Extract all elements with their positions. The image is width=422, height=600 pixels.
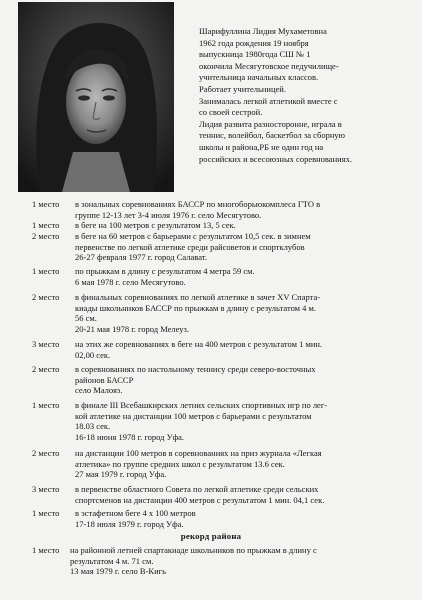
record-text (75, 448, 415, 480)
record-line: в беге на 60 метров с барьерами с результатом 10,5 сек. в зимнем (75, 231, 311, 241)
record-line: на районной летней спартакиаде школьников по прыжкам в длину с (70, 545, 317, 555)
record-line: в соревнованиях по настольному теннису среди северо-восточных (75, 364, 316, 374)
record-line: в эстафетном беге 4 х 100 метров (75, 508, 196, 518)
record-line: в зональных соревнованиях БАССР по многоборьюкомплеса ГТО в (75, 199, 321, 209)
record-place: 1 место (32, 400, 60, 410)
record-text (75, 400, 415, 443)
record-line: 17-18 июля 1979 г. город Уфа. (75, 518, 184, 529)
record-place: 1 место (32, 508, 60, 518)
record-line: 13 мая 1979 г. село В-Кигь (70, 566, 167, 577)
bio-line: школы и района,РБ не один год на (199, 141, 324, 152)
record-line: районов БАССР (75, 374, 134, 385)
record-line: на этих же соревнованиях в беге на 400 метров с результатом 1 мин. (75, 339, 323, 349)
record-line: 18.03 сек. (75, 421, 111, 432)
record-text (75, 508, 415, 529)
record-heading: рекорд района (180, 531, 242, 541)
record-place: 2 место (32, 364, 60, 374)
bio-line: учительница начальных классов. (199, 72, 319, 83)
bio-line: Шарифуллина Лидия Мухаметовна (199, 26, 327, 36)
bio-line: российских и всесоюзных соревнованиях. (199, 153, 352, 164)
record-text (75, 266, 415, 287)
record-line: атлетика» по группе средних школ с результатом 13.6 сек. (75, 458, 285, 469)
record-line: в беге на 100 метров с результатом 13, 5 сек. (75, 220, 236, 230)
record-line: в финале III Всебашкирских летних сельских спортивных игр по лег- (75, 400, 328, 410)
record-place: 1 место (32, 199, 60, 209)
record-line: село Малояз. (75, 385, 123, 396)
bio-line: окончила Месягутовское педучилище- (199, 60, 339, 71)
record-line: первенстве по легкой атлетике среди райсоветов и спортклубов (75, 241, 305, 252)
record-text (70, 545, 410, 577)
bio-line: теннис, волейбол, баскетбол за сборную (199, 130, 345, 141)
bio-line: со своей сестрой. (199, 107, 263, 118)
record-line: кой атлетике на дистанции 100 метров с барьерами с результатом (75, 410, 312, 421)
record-line: 26-27 февраля 1977 г. город Салават. (75, 252, 207, 263)
bio-line: Работает учительницей. (199, 83, 286, 94)
record-place: 2 место (32, 448, 60, 458)
record-place: 3 место (32, 484, 60, 494)
record-line: 27 мая 1979 г. город Уфа. (75, 469, 167, 480)
record-text (75, 484, 415, 505)
record-line: 56 см. (75, 313, 97, 324)
record-place: 2 место (32, 231, 60, 241)
record-line: на дистанции 100 метров в соревнованиях на приз журнала «Легкая (75, 448, 322, 458)
record-place: 1 место (32, 220, 60, 230)
record-place: 1 место (32, 545, 60, 555)
record-line: киады школьников БАССР по прыжкам в длину с результатом 4 м. (75, 302, 317, 313)
record-text (75, 364, 415, 396)
record-line: результатом 4 м. 71 см. (70, 555, 154, 566)
record-text (75, 231, 415, 263)
record-line: 16-18 июня 1978 г. город Уфа. (75, 432, 184, 443)
bio-line: 1962 года рождения 19 ноября (199, 37, 309, 48)
bio-line: Лидия развита разносторонне, играла в (199, 118, 342, 129)
bio-text (199, 26, 421, 165)
record-line: 6 мая 1978 г. село Месягутово. (75, 276, 186, 287)
bio-line: выпускница 1980года СШ № 1 (199, 49, 311, 60)
bio-line: Занималась легкой атлетикой вместе с (199, 95, 338, 106)
record-text (75, 220, 415, 231)
record-place: 2 место (32, 292, 60, 302)
record-text (75, 292, 415, 335)
record-line: группе 12-13 лет 3-4 июля 1976 г. село Месягутово. (75, 209, 262, 220)
record-line: 02,00 сек. (75, 349, 111, 360)
record-place: 3 место (32, 339, 60, 349)
record-line: по прыжкам в длину с результатом 4 метра 59 см. (75, 266, 255, 276)
record-line: 20-21 мая 1978 г. город Мелеуз. (75, 324, 189, 335)
record-text (75, 339, 415, 360)
record-line: спортсменов на дистанции 400 метров с результатом 1 мин. 04,1 сек. (75, 494, 325, 505)
portrait-photo (18, 2, 174, 192)
record-line: в финальных соревнованиях по легкой атлетике в зачет XV Спарта- (75, 292, 321, 302)
record-text (75, 199, 415, 220)
record-place: 1 место (32, 266, 60, 276)
record-line: в первенстве областного Совета по легкой атлетике среди сельских (75, 484, 319, 494)
